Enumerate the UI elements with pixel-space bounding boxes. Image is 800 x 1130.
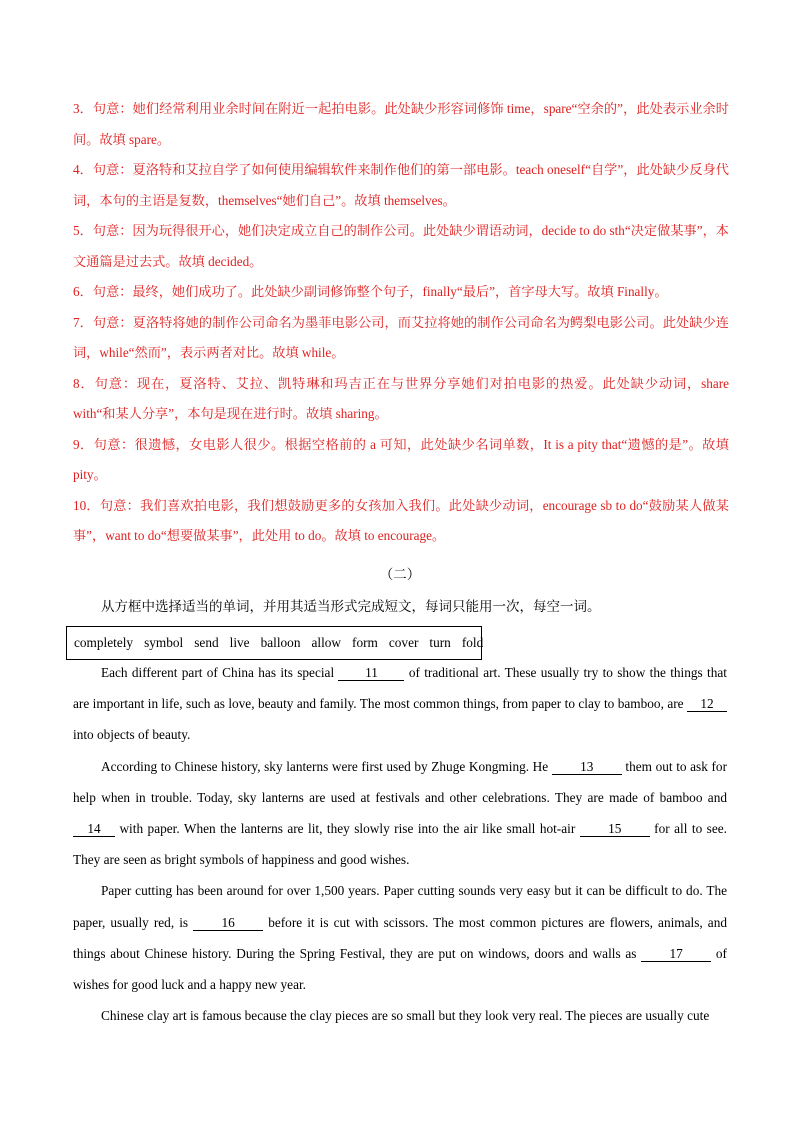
word-box-item: balloon <box>260 635 301 650</box>
blank-11[interactable]: 11 <box>338 665 404 681</box>
blank-15[interactable]: 15 <box>580 821 650 837</box>
passage-text: with paper. When the lanterns are lit, they slowly rise into the air like small hot-air <box>115 821 580 837</box>
word-box-item: cover <box>388 635 419 650</box>
word-box-item: allow <box>311 635 342 650</box>
blank-16[interactable]: 16 <box>193 915 263 931</box>
passage-text: According to Chinese history, sky lanterns were first used by Zhuge Kongming. He <box>101 758 552 774</box>
passage-paragraph <box>73 1000 727 1031</box>
answer-9: 9．句意：很遗憾，女电影人很少。根据空格前的 a 可知，此处缺少名词单数，It is a pity that“遗憾的是”。故填 pity。 <box>73 436 729 482</box>
answer-10: 10．句意：我们喜欢拍电影，我们想鼓励更多的女孩加入我们。此处缺少动词，encourage sb to do“鼓励某人做某事”，want to do“想要做某事”，此处用 to do。故填 to encourage。 <box>73 497 729 543</box>
answer-6: 6．句意：最终，她们成功了。此处缺少副词修饰整个句子，finally“最后”，首字母大写。故填 Finally。 <box>73 284 668 299</box>
word-box-item: fold <box>461 635 484 650</box>
passage-text: of wishes for good luck and a happy new year. <box>73 945 727 993</box>
passage-paragraph <box>73 875 727 1000</box>
passage-text: Each different part of China has its special <box>101 665 339 680</box>
passage-text: for all to see. They are seen as bright symbols of happiness and good wishes. <box>73 821 727 868</box>
word-box-item: form <box>352 635 378 650</box>
blank-17[interactable]: 17 <box>641 946 711 962</box>
word-box-item: live <box>229 635 250 650</box>
word-box-item: symbol <box>144 635 184 650</box>
passage-text: Chinese clay art is famous because the clay pieces are so small but they look very real. The pieces are usually cute <box>101 1008 710 1024</box>
passage-text: of traditional art. These usually try to show the things that are important in life, such as love, beauty and family. The most common things, from paper to clay to bamboo, are <box>73 665 727 712</box>
answer-8: 8．句意：现在，夏洛特、艾拉、凯特琳和玛吉正在与世界分享她们对拍电影的热爱。此处缺少动词，share with“和某人分享”，本句是现在进行时。故填 sharing。 <box>73 375 729 421</box>
passage-text: them out to ask for help when in trouble. Today, sky lanterns are used at festivals and other celebrations. They are made of bamboo and <box>73 758 727 805</box>
word-box-item: turn <box>429 635 451 650</box>
passage-paragraph <box>73 657 727 751</box>
passage-text: into objects of beauty. <box>73 727 191 743</box>
blank-12[interactable]: 12 <box>687 696 727 712</box>
word-box-item: completely <box>74 635 134 650</box>
passage-text: Paper cutting has been around for over 1,500 years. Paper cutting sounds very easy but it can be difficult to do. The paper, usually red, is <box>73 883 727 930</box>
answer-explanations <box>73 94 729 552</box>
answer-4: 4．句意：夏洛特和艾拉自学了如何使用编辑软件来制作他们的第一部电影。teach oneself“自学”，此处缺少反身代词，本句的主语是复数，themselves“她们自己”。故填 themselves。 <box>73 162 729 208</box>
word-box <box>66 626 482 660</box>
word-box-item: send <box>194 635 219 650</box>
answer-5: 5．句意：因为玩得很开心，她们决定成立自己的制作公司。此处缺少谓语动词，decide to do sth“决定做某事”，本文通篇是过去式。故填 decided。 <box>73 223 729 269</box>
cloze-passage <box>73 657 727 1031</box>
blank-13[interactable]: 13 <box>552 759 622 775</box>
passage-paragraph <box>73 751 727 876</box>
answer-3: 3．句意：她们经常利用业余时间在附近一起拍电影。此处缺少形容词修饰 time，spare“空余的”，此处表示业余时间。故填 spare。 <box>73 101 729 147</box>
passage-text: before it is cut with scissors. The most common pictures are flowers, animals, and things about Chinese history. During the Spring Festival, they are put on windows, doors and walls as <box>73 914 727 961</box>
instruction-text: 从方框中选择适当的单词，并用其适当形式完成短文，每词只能用一次，每空一词。 <box>101 599 601 614</box>
answer-7: 7．句意：夏洛特将她的制作公司命名为墨菲电影公司，而艾拉将她的制作公司命名为鳄梨电影公司。此处缺少连词，while“然而”，表示两者对比。故填 while。 <box>73 314 729 360</box>
section-title: （二） <box>379 567 421 582</box>
blank-14[interactable]: 14 <box>73 821 115 837</box>
